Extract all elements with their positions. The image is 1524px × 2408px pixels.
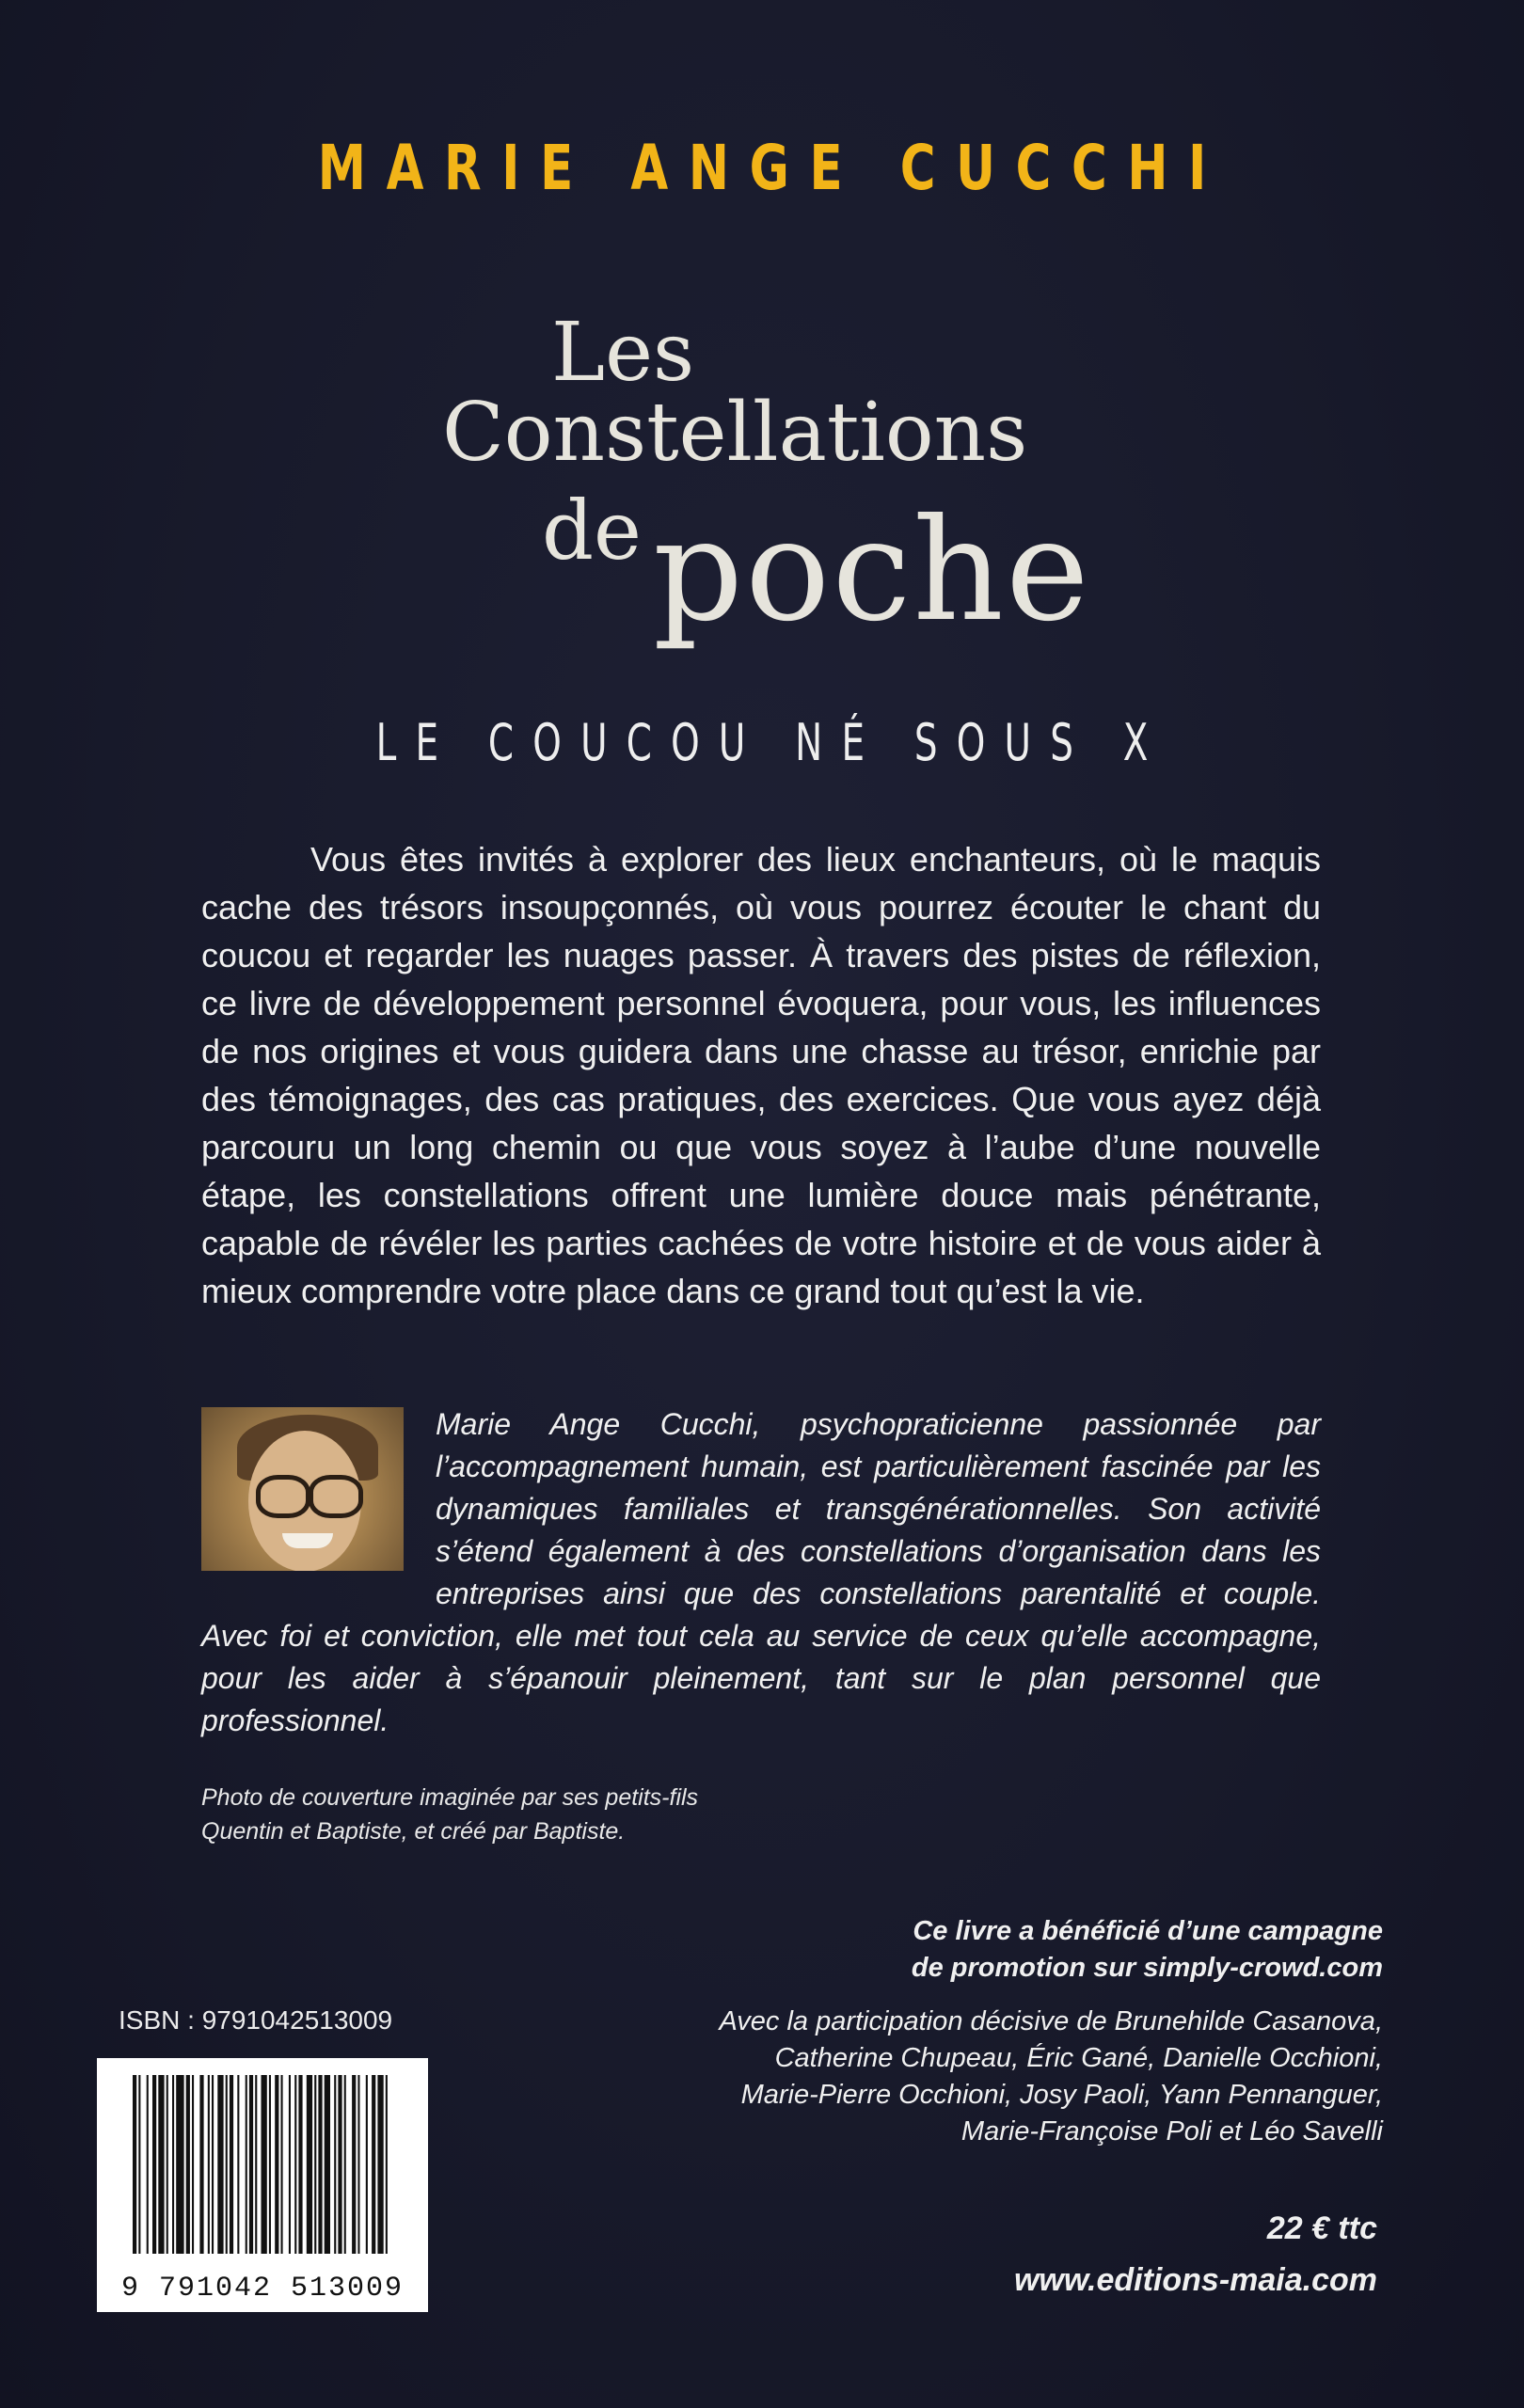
photo-credit-line-2: Quentin et Baptiste, et créé par Baptiste. (201, 1818, 626, 1845)
author-photo (201, 1407, 404, 1571)
contributors-line-3: Marie-Pierre Occhioni, Josy Paoli, Yann Pennanguer, (740, 2080, 1383, 2110)
book-title-line-3: de (542, 484, 642, 578)
book-subtitle: LE COUCOU NÉ SOUS X (375, 713, 1167, 772)
barcode (97, 2058, 428, 2312)
author-name: MARIE ANGE CUCCHI (317, 132, 1227, 204)
isbn-label: ISBN : 9791042513009 (119, 2005, 393, 2035)
photo-credit (201, 1781, 860, 1848)
publisher-website: www.editions-maia.com (1013, 2262, 1377, 2298)
price: 22 € ttc (1266, 2210, 1377, 2246)
author-bio-text: Marie Ange Cucchi, psychopraticienne passionnée par l’accompagnement humain, est particulièrement fascinée par les dynamiques familiales et transgénérationnelles. Son activité s’étend également à des constellations d’organisation dans les entreprises ainsi que des constellations parentalité et couple. Avec foi et conviction, elle met tout cela au service de ceux qu’elle accompagne, pour les aider à s’épanouir pleinement, tant sur le plan personnel que professionnel. (201, 1407, 1321, 1737)
contributors-line-2: Catherine Chupeau, Éric Gané, Danielle Occhioni, (774, 2043, 1383, 2073)
barcode-digits: 9 791042 513009 (120, 2273, 405, 2305)
book-title-line-4: poche (653, 489, 1091, 653)
contributors-line-1: Avec la participation décisive de Brunehilde Casanova, (719, 2006, 1383, 2036)
promotion-note (724, 1913, 1383, 1987)
book-title-line-1: Les (551, 306, 695, 400)
promotion-line-2: de promotion sur simply-crowd.com (911, 1953, 1383, 1983)
back-cover-blurb: Vous êtes invités à explorer des lieux enchanteurs, où le maquis cache des trésors insoupçonnés, où vous pourrez écouter le chant du coucou et regarder les nuages passer. À travers des pistes de réflexion, ce livre de développement personnel évoquera, pour vous, les influences de nos origines et vous guidera dans une chasse au trésor, enrichie par des témoignages, des cas pratiques, des exercices. Que vous ayez déjà parcouru un long chemin ou que vous soyez à l’aube d’une nouvelle étape, les constellations offrent une lumière douce mais pénétrante, capable de révéler les parties cachées de votre histoire et de vous aider à mieux comprendre votre place dans ce grand tout qu’est la vie. (201, 840, 1321, 1310)
book-title-line-2: Constellations (442, 386, 1028, 480)
contributors-line-4: Marie-Françoise Poli et Léo Savelli (960, 2116, 1383, 2147)
author-bio-section (201, 1403, 1321, 1742)
barcode-bars (131, 2075, 394, 2254)
contributors-note (668, 2004, 1383, 2150)
promotion-line-1: Ce livre a bénéficié d’une campagne (913, 1916, 1383, 1946)
photo-credit-line-1: Photo de couverture imaginée par ses petits-fils (201, 1784, 699, 1811)
